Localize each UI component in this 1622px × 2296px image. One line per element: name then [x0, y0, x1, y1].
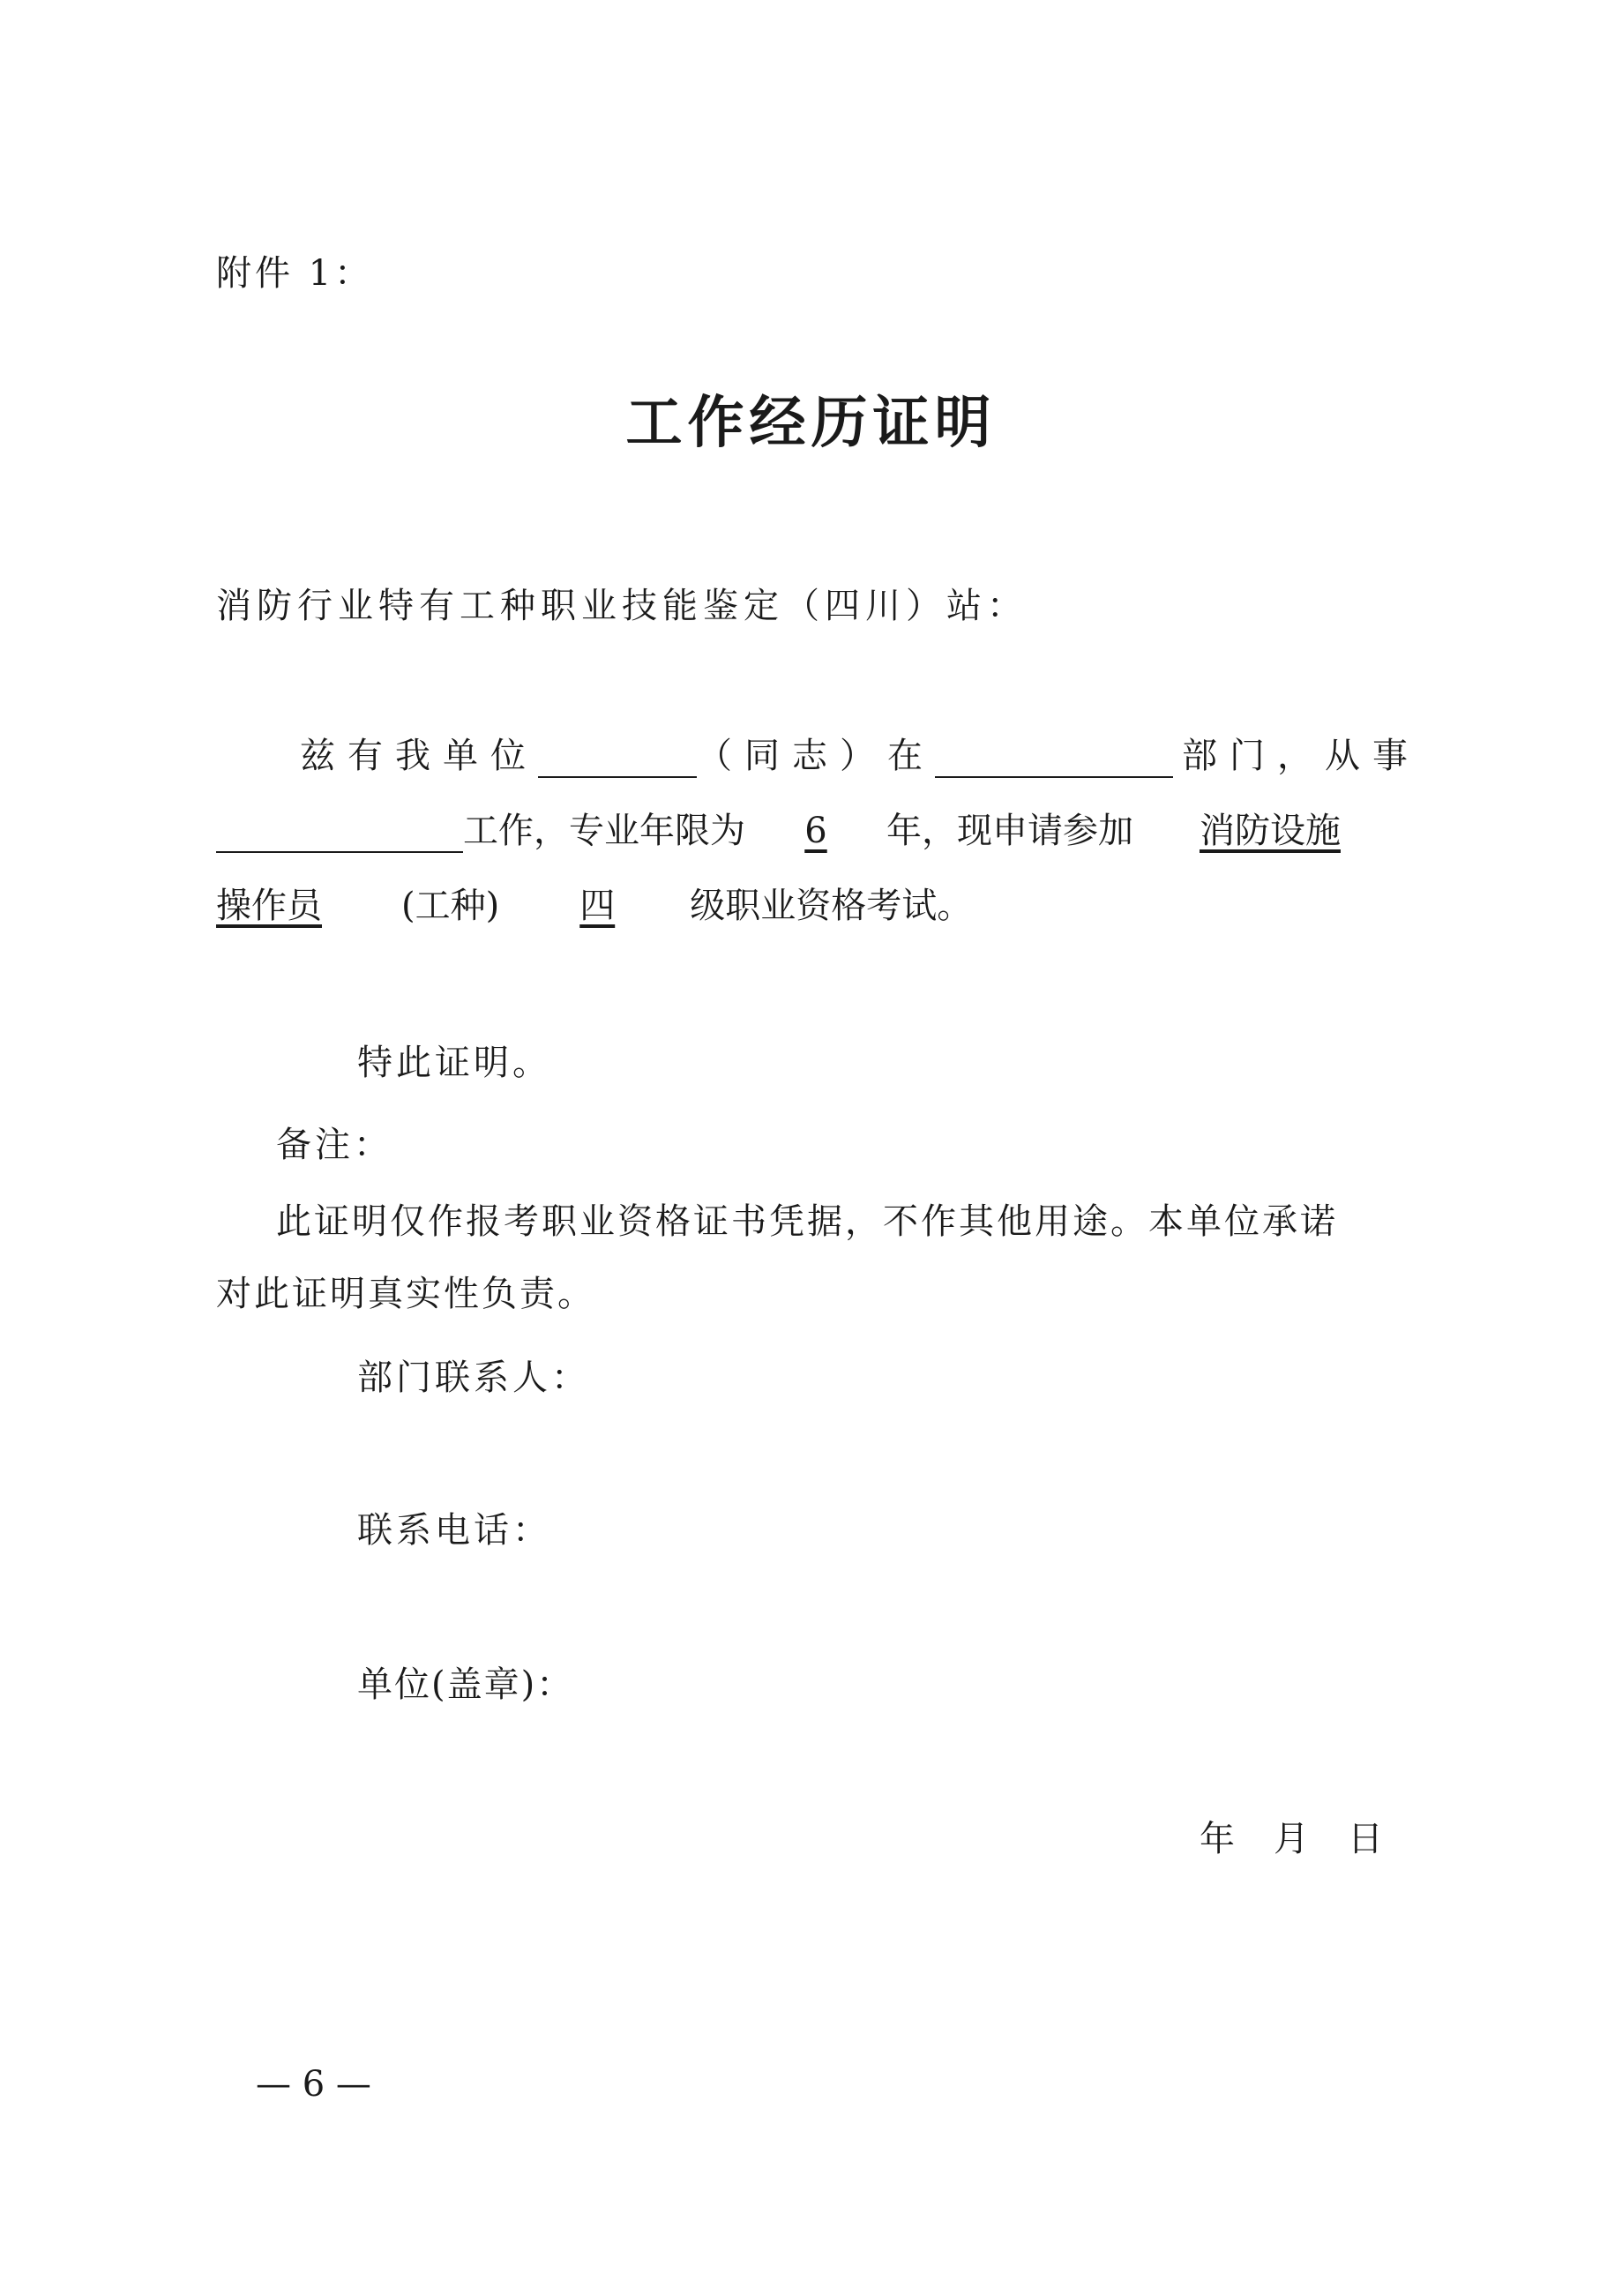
work-blank[interactable]	[216, 818, 463, 853]
body-line-1	[216, 734, 1424, 778]
remark-line-1: 此证明仅作报考职业资格证书凭据，不作其他用途。本单位承诺	[276, 1201, 1338, 1242]
department-blank[interactable]	[935, 743, 1173, 778]
name-blank[interactable]	[538, 743, 697, 778]
date-label: 年 月 日	[1200, 1819, 1385, 1859]
certify-text: 特此证明。	[357, 1043, 551, 1083]
seal-label: 单位(盖章)：	[357, 1664, 574, 1705]
document-title: 工作经历证明	[625, 391, 997, 456]
remark-heading: 备注：	[276, 1125, 392, 1165]
remark-line-2: 对此证明真实性负责。	[216, 1274, 595, 1314]
body-level-exam: 级职业资格考试。	[690, 886, 973, 926]
body-work-years: 工作，专业年限为	[463, 811, 745, 851]
body-line-3	[216, 884, 1424, 928]
years-value[interactable]: 6	[804, 811, 827, 851]
body-trade-label: (工种)	[401, 886, 500, 926]
body-prefix: 兹有我单位	[300, 736, 538, 776]
page-number: — 6 —	[256, 2064, 371, 2105]
body-year-apply: 年，现申请参加	[886, 811, 1133, 851]
recipient-line: 消防行业特有工种职业技能鉴定（四川）站：	[216, 586, 1028, 626]
body-line-2	[216, 809, 1424, 853]
body-comrade-in: （同志）在	[697, 736, 935, 776]
contact-label: 部门联系人：	[357, 1357, 590, 1398]
occupation-value-part2[interactable]: 操作员	[216, 886, 322, 926]
body-department-engaged: 部门，从事	[1182, 736, 1420, 776]
attachment-label: 附件 1：	[216, 253, 374, 294]
phone-label: 联系电话：	[357, 1510, 551, 1551]
level-value[interactable]: 四	[579, 886, 616, 926]
occupation-value-part1[interactable]: 消防设施	[1200, 811, 1341, 851]
